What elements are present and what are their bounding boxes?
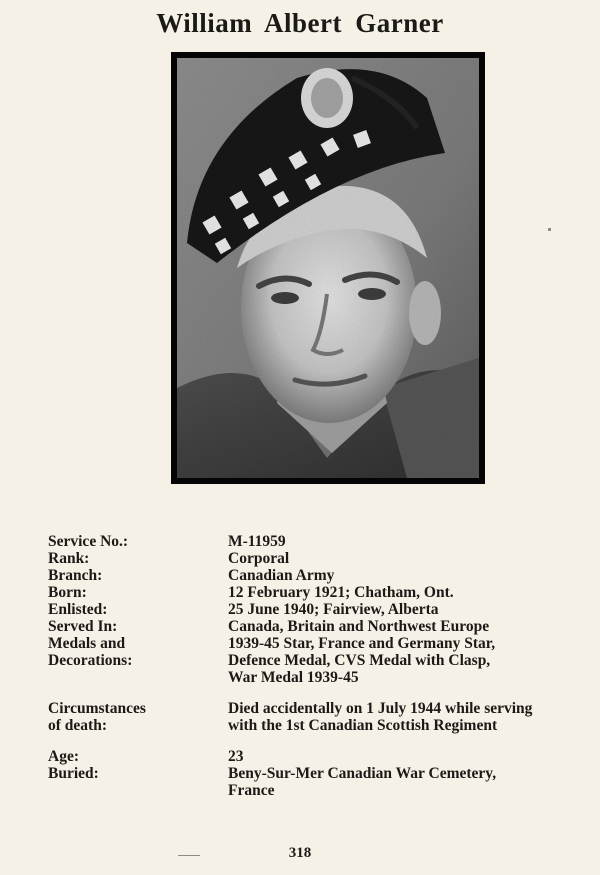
detail-value: 23 [228,748,244,765]
detail-row-born [48,584,588,601]
detail-row-served-in [48,618,588,635]
detail-label: Circumstances of death: [48,700,146,734]
service-details [48,533,588,799]
detail-value: Died accidentally on 1 July 1944 while serving with the 1st Canadian Scottish Regiment [228,700,533,734]
detail-label: Service No.: [48,533,129,550]
detail-row-enlisted [48,601,588,618]
detail-label: Rank: [48,550,90,567]
portrait-image [177,58,479,478]
detail-row-service-no [48,533,588,550]
detail-value: Corporal [228,550,290,567]
detail-row-age [48,748,588,765]
detail-label: Branch: [48,567,103,584]
detail-label: Born: [48,584,87,601]
detail-value: 25 June 1940; Fairview, Alberta [228,601,439,618]
detail-label: Medals and Decorations: [48,635,133,669]
page-title: William Albert Garner [156,8,444,38]
detail-value: Canada, Britain and Northwest Europe [228,618,490,635]
page-number: 318 [288,845,312,861]
detail-row-circumstances [48,700,588,734]
paper-speck [548,228,551,231]
detail-row-branch [48,567,588,584]
detail-value: 1939-45 Star, France and Germany Star, Defence Medal, CVS Medal with Clasp, War Medal 1939-45 [228,635,496,686]
detail-value: 12 February 1921; Chatham, Ont. [228,584,454,601]
detail-value: M-11959 [228,533,286,550]
detail-row-rank [48,550,588,567]
portrait-photo [171,52,485,484]
detail-label: Served In: [48,618,118,635]
detail-value: Beny-Sur-Mer Canadian War Cemetery, France [228,765,497,799]
detail-row-buried [48,765,588,799]
detail-label: Enlisted: [48,601,108,618]
detail-value: Canadian Army [228,567,335,584]
detail-label: Buried: [48,765,99,782]
detail-label: Age: [48,748,79,765]
detail-row-medals [48,635,588,686]
